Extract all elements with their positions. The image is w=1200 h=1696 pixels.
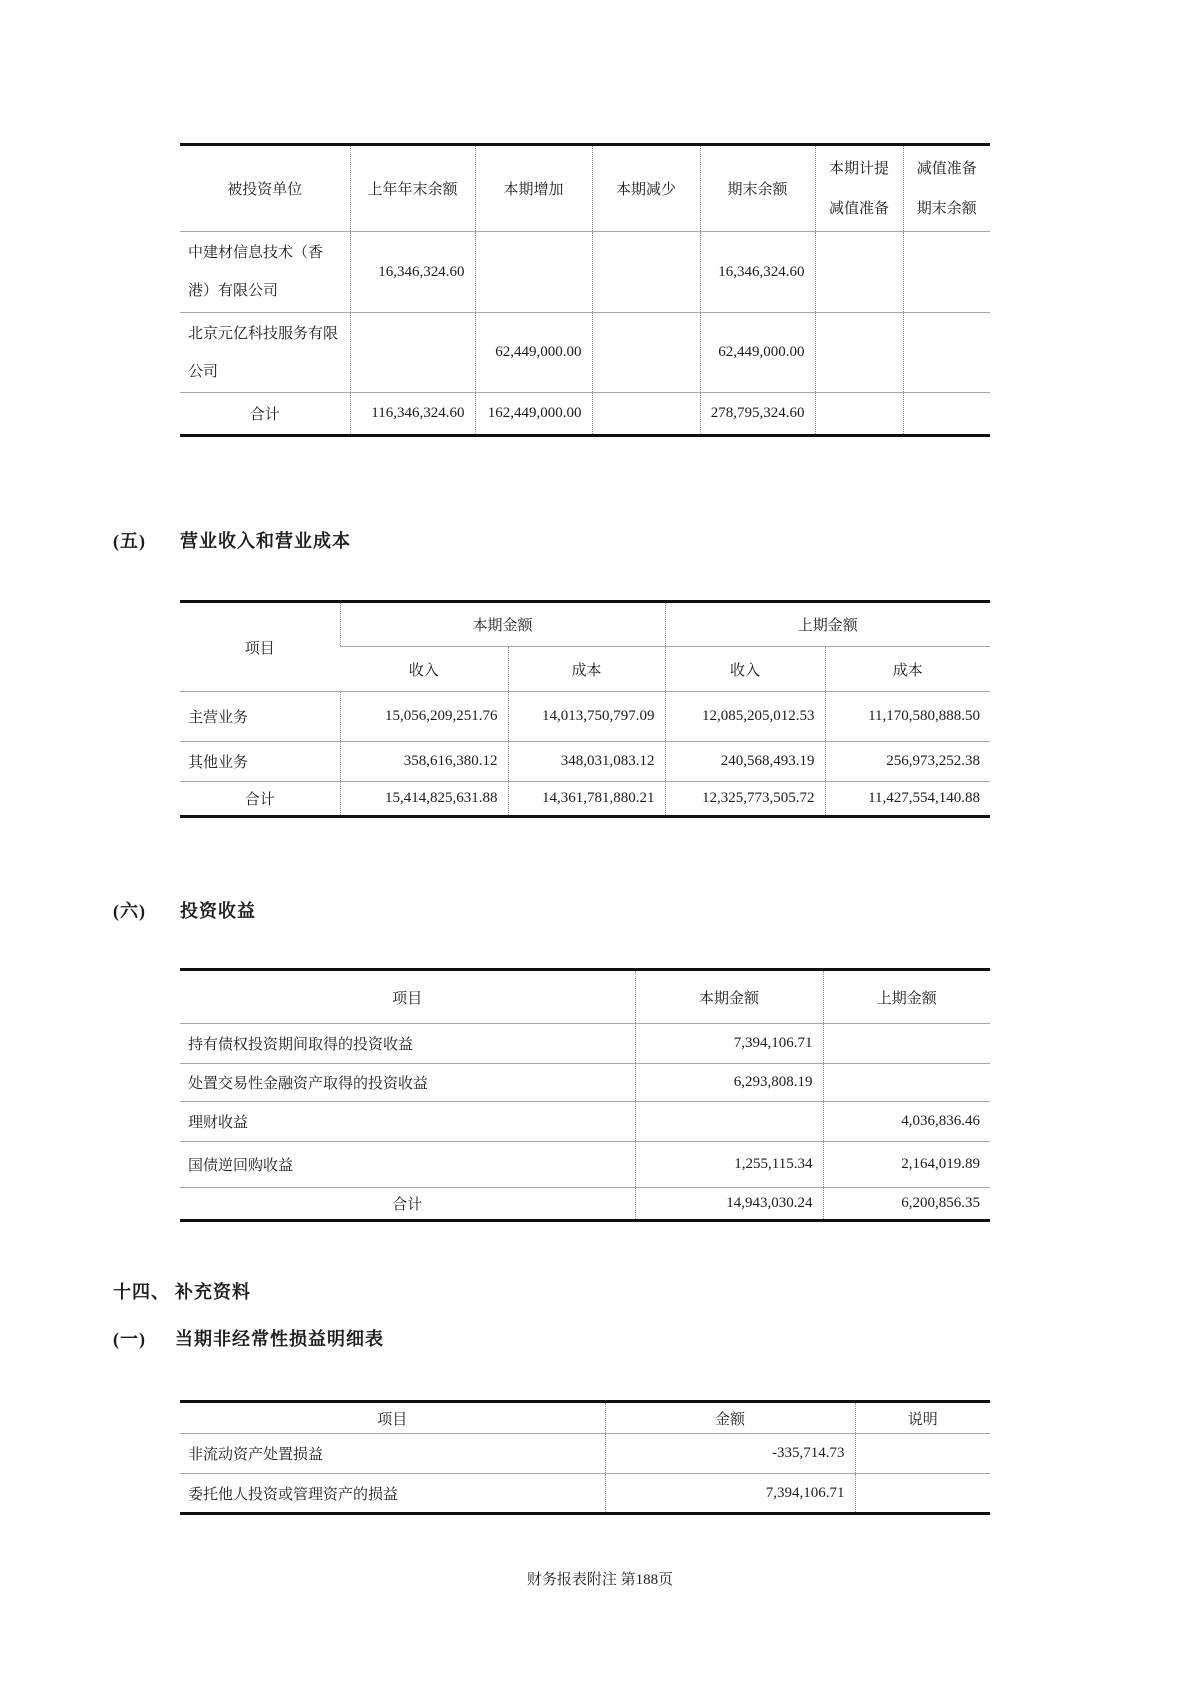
table-header-row	[180, 970, 990, 1024]
table-cell	[855, 1434, 990, 1474]
table-cell: 14,943,030.24	[635, 1188, 823, 1221]
section-heading-investment-income	[113, 897, 256, 923]
row-label: 非流动资产处置损益	[180, 1434, 605, 1474]
table-cell: 15,056,209,251.76	[340, 692, 508, 742]
revenue-cost-table	[180, 600, 990, 818]
investment-balance-table	[180, 143, 990, 437]
table-cell: 4,036,836.46	[823, 1102, 990, 1142]
table-cell: 6,200,856.35	[823, 1188, 990, 1221]
section-number: (五)	[113, 531, 146, 551]
row-label: 国债逆回购收益	[180, 1142, 635, 1188]
section-heading-non-recurring	[113, 1325, 384, 1351]
section-heading-supplementary	[113, 1278, 251, 1304]
total-label: 合计	[180, 393, 350, 436]
header-item: 项目	[180, 1402, 605, 1434]
table-cell: 15,414,825,631.88	[340, 782, 508, 817]
table-cell: 11,170,580,888.50	[825, 692, 990, 742]
section-number: 十四、	[113, 1282, 170, 1302]
table-cell: 62,449,000.00	[700, 313, 815, 393]
table-cell: 6,293,808.19	[635, 1064, 823, 1102]
table-row	[180, 1064, 990, 1102]
table-cell: 1,255,115.34	[635, 1142, 823, 1188]
total-label: 合计	[180, 1188, 635, 1221]
table-cell: 12,085,205,012.53	[665, 692, 825, 742]
table-cell	[635, 1102, 823, 1142]
header-impairment-provision	[815, 145, 903, 232]
company-name: 中建材信息技术（香港）有限公司	[188, 245, 324, 299]
header-current-period-amount: 本期金额	[635, 970, 823, 1024]
table-cell	[823, 1024, 990, 1064]
header-current-decrease: 本期减少	[592, 145, 700, 232]
table-cell	[903, 393, 990, 436]
total-label: 合计	[180, 782, 340, 817]
subheader-cost: 成本	[825, 647, 990, 692]
table-row	[180, 1142, 990, 1188]
header-line: 减值准备	[828, 200, 889, 217]
header-note: 说明	[855, 1402, 990, 1434]
revenue-table-body	[180, 692, 990, 817]
investment-table-header	[180, 145, 990, 232]
investment-income-table	[180, 968, 990, 1222]
table-row	[180, 232, 990, 313]
table-header-row	[180, 145, 990, 232]
table-row	[180, 742, 990, 782]
row-label: 委托他人投资或管理资产的损益	[180, 1474, 605, 1514]
subheader-income: 收入	[340, 647, 508, 692]
table-header-row	[180, 1402, 990, 1434]
table-cell	[815, 232, 903, 313]
investment-income-body	[180, 1024, 990, 1221]
table-cell	[855, 1474, 990, 1514]
section-title: 补充资料	[175, 1282, 251, 1302]
table-row	[180, 1024, 990, 1064]
header-line: 减值准备	[916, 160, 977, 177]
table-cell	[823, 1064, 990, 1102]
table-cell: -335,714.73	[605, 1434, 855, 1474]
section-number: (一)	[113, 1329, 146, 1349]
table-cell: 358,616,380.12	[340, 742, 508, 782]
row-label	[180, 232, 350, 313]
table-cell	[592, 313, 700, 393]
subheader-income: 收入	[665, 647, 825, 692]
table-cell	[592, 393, 700, 436]
section-heading-revenue	[113, 527, 351, 553]
non-recurring-items-table	[180, 1400, 990, 1515]
table-cell	[815, 393, 903, 436]
row-label: 其他业务	[180, 742, 340, 782]
table-cell: 2,164,019.89	[823, 1142, 990, 1188]
header-current-increase: 本期增加	[475, 145, 592, 232]
table-cell: 16,346,324.60	[350, 232, 475, 313]
row-label	[180, 313, 350, 393]
subheader-cost: 成本	[508, 647, 665, 692]
table-cell: 16,346,324.60	[700, 232, 815, 313]
table-cell	[903, 313, 990, 393]
row-label: 主营业务	[180, 692, 340, 742]
company-name: 北京元亿科技服务有限公司	[188, 325, 339, 380]
section-number: (六)	[113, 901, 146, 921]
table-cell	[903, 232, 990, 313]
table-cell: 116,346,324.60	[350, 393, 475, 436]
header-prior-period-amount: 上期金额	[823, 970, 990, 1024]
table-cell: 11,427,554,140.88	[825, 782, 990, 817]
table-cell: 12,325,773,505.72	[665, 782, 825, 817]
table-cell: 14,013,750,797.09	[508, 692, 665, 742]
page-footer: 财务报表附注 第188页	[526, 1572, 674, 1588]
row-label: 处置交易性金融资产取得的投资收益	[180, 1064, 635, 1102]
header-line: 期末余额	[916, 200, 977, 217]
section-title: 投资收益	[180, 901, 256, 921]
table-row	[180, 313, 990, 393]
table-cell: 162,449,000.00	[475, 393, 592, 436]
header-amount: 金额	[605, 1402, 855, 1434]
header-ending-balance: 期末余额	[700, 145, 815, 232]
row-label: 持有债权投资期间取得的投资收益	[180, 1024, 635, 1064]
total-row	[180, 1188, 990, 1221]
section-title: 营业收入和营业成本	[180, 531, 351, 551]
header-line: 本期计提	[828, 160, 889, 177]
header-impairment-ending-balance	[903, 145, 990, 232]
header-item: 项目	[244, 640, 275, 657]
header-prior-year-end-balance: 上年年末余额	[350, 145, 475, 232]
total-row	[180, 782, 990, 817]
table-cell	[815, 313, 903, 393]
header-prior-period-amount: 上期金额	[665, 602, 990, 647]
table-row	[180, 1102, 990, 1142]
table-header-row	[180, 602, 990, 647]
non-recurring-body	[180, 1434, 990, 1514]
table-cell: 278,795,324.60	[700, 393, 815, 436]
row-label: 理财收益	[180, 1102, 635, 1142]
investment-table-body	[180, 232, 990, 436]
header-item: 项目	[180, 970, 635, 1024]
header-investee: 被投资单位	[180, 145, 350, 232]
table-cell: 240,568,493.19	[665, 742, 825, 782]
table-row	[180, 1474, 990, 1514]
table-row	[180, 1434, 990, 1474]
table-cell: 7,394,106.71	[635, 1024, 823, 1064]
table-cell: 348,031,083.12	[508, 742, 665, 782]
section-title: 当期非经常性损益明细表	[175, 1329, 384, 1349]
header-current-period-amount: 本期金额	[340, 602, 665, 647]
table-cell	[592, 232, 700, 313]
table-row	[180, 692, 990, 742]
investment-income-header	[180, 970, 990, 1024]
revenue-table-header	[180, 602, 990, 692]
table-cell: 256,973,252.38	[825, 742, 990, 782]
total-row	[180, 393, 990, 436]
table-cell	[475, 232, 592, 313]
table-cell: 62,449,000.00	[475, 313, 592, 393]
table-cell: 7,394,106.71	[605, 1474, 855, 1514]
non-recurring-header	[180, 1402, 990, 1434]
table-cell	[350, 313, 475, 393]
table-cell: 14,361,781,880.21	[508, 782, 665, 817]
